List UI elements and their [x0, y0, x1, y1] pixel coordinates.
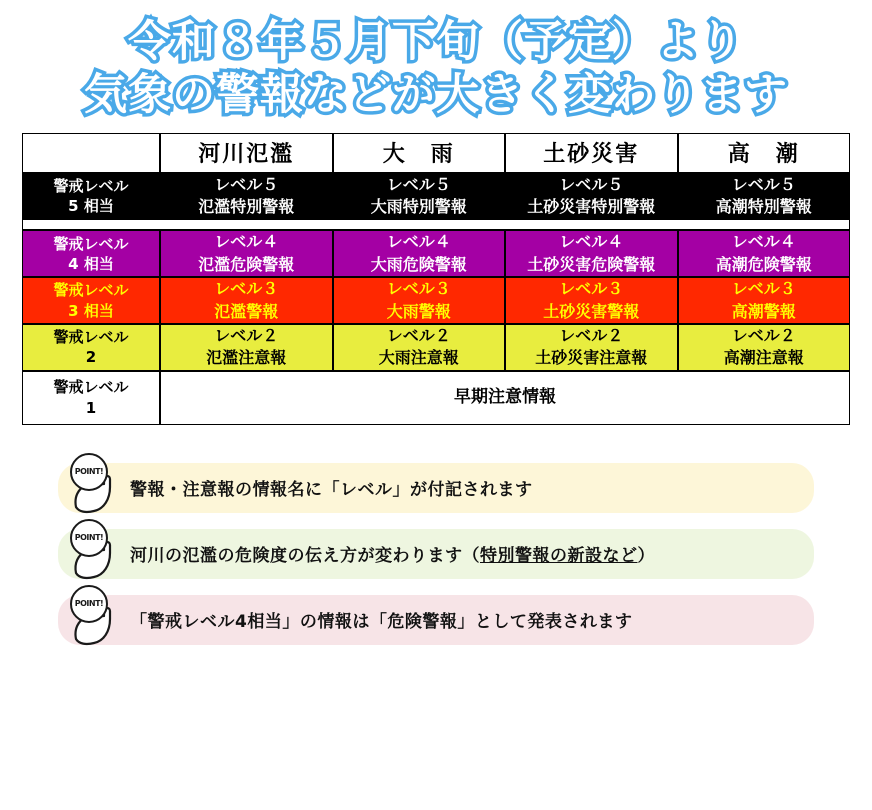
point-badge-3: POINT! — [70, 585, 108, 623]
title-line-1: 令和８年５月下旬（予定）より — [128, 17, 744, 67]
point-item-3 — [58, 595, 814, 645]
level-label-5 — [22, 173, 160, 220]
cell-level2-surge-l2: 高潮注意報 — [723, 348, 804, 368]
cell-level2-surge-l1: レベル２ — [731, 325, 796, 345]
cell-level3-rain — [333, 277, 506, 324]
cell-level2-river-l1: レベル２ — [214, 325, 279, 345]
level-label-3-line2: 3 相当 — [68, 301, 114, 320]
level-label-1-line1: 警戒レベル — [53, 378, 129, 397]
table-row-level4 — [22, 230, 850, 277]
header-cell-river: 河川氾濫 — [160, 133, 333, 173]
level-label-1 — [22, 371, 160, 425]
cell-level3-landslide-l2: 土砂災害警報 — [543, 301, 640, 321]
cell-level5-rain-l1: レベル５ — [386, 174, 451, 194]
cell-level2-river-l2: 氾濫注意報 — [206, 348, 287, 368]
cell-level5-surge — [678, 173, 851, 220]
point-item-1 — [58, 463, 814, 513]
table-row-level5 — [22, 173, 850, 220]
title-line-2: 気象の警報などが大きく変わります — [84, 70, 788, 121]
points-section — [58, 463, 814, 645]
cell-level4-rain-l2: 大雨危険警報 — [370, 254, 467, 274]
cell-level4-river-l1: レベル４ — [214, 232, 279, 252]
cell-level4-surge — [678, 230, 851, 277]
cell-level4-surge-l2: 高潮危険警報 — [715, 254, 812, 274]
table-gap-cell — [22, 219, 850, 230]
point-item-2 — [58, 529, 814, 579]
cell-level2-river — [160, 324, 333, 371]
level-label-3-line1: 警戒レベル — [53, 281, 129, 300]
cell-level5-landslide — [505, 173, 678, 220]
cell-level3-rain-l1: レベル３ — [386, 279, 451, 299]
cell-level4-river-l2: 氾濫危険警報 — [198, 254, 295, 274]
point-text-2-underline: 特別警報の新設など — [480, 546, 638, 567]
cell-level4-landslide-l1: レベル４ — [559, 232, 624, 252]
cell-level3-surge-l2: 高潮警報 — [731, 301, 796, 321]
level-label-2 — [22, 324, 160, 371]
level-label-2-line1: 警戒レベル — [53, 328, 129, 347]
pointing-hand-icon-1 — [66, 453, 128, 515]
point-text-1: 警報・注意報の情報名に「レベル」が付記されます — [130, 480, 533, 501]
level-label-5-line2: 5 相当 — [68, 197, 114, 216]
cell-level3-surge — [678, 277, 851, 324]
cell-level2-surge — [678, 324, 851, 371]
table-gap-row — [22, 219, 850, 230]
level-label-2-line2: 2 — [85, 348, 97, 367]
cell-level3-river-l1: レベル３ — [214, 279, 279, 299]
table-row-level1 — [22, 371, 850, 425]
cell-level5-landslide-l1: レベル５ — [559, 174, 624, 194]
point-text-2-after: ） — [637, 546, 655, 567]
cell-level4-landslide-l2: 土砂災害危険警報 — [527, 254, 656, 274]
cell-level2-landslide-l2: 土砂災害注意報 — [535, 348, 648, 368]
point-badge-2: POINT! — [70, 519, 108, 557]
level-label-4-line2: 4 相当 — [68, 254, 114, 273]
cell-level5-river — [160, 173, 333, 220]
header-cell-landslide: 土砂災害 — [505, 133, 678, 173]
cell-level3-surge-l1: レベル３ — [731, 279, 796, 299]
table-row-level3 — [22, 277, 850, 324]
page-title — [0, 0, 872, 123]
warning-level-table-wrap — [22, 133, 850, 425]
header-cell-blank — [22, 133, 160, 173]
pointing-hand-icon-3 — [66, 585, 128, 647]
table-header-row — [22, 133, 850, 173]
cell-level2-rain-l1: レベル２ — [386, 325, 451, 345]
cell-level3-river — [160, 277, 333, 324]
warning-level-table — [22, 133, 850, 425]
cell-level5-landslide-l2: 土砂災害特別警報 — [527, 197, 656, 217]
point-text-2 — [130, 541, 655, 566]
cell-level5-surge-l2: 高潮特別警報 — [715, 197, 812, 217]
cell-level4-surge-l1: レベル４ — [731, 232, 796, 252]
cell-level5-surge-l1: レベル５ — [731, 174, 796, 194]
level-label-5-line1: 警戒レベル — [53, 176, 129, 195]
cell-level3-river-l2: 氾濫警報 — [214, 301, 279, 321]
level-label-1-line2: 1 — [85, 398, 97, 417]
point-badge-1: POINT! — [70, 453, 108, 491]
cell-level1-early-warning: 早期注意情報 — [160, 371, 850, 425]
cell-level2-rain — [333, 324, 506, 371]
point-text-3: 「警戒レベル4相当」の情報は「危険警報」として発表されます — [130, 612, 633, 633]
level-label-4-line1: 警戒レベル — [53, 234, 129, 253]
cell-level4-river — [160, 230, 333, 277]
header-cell-storm-surge: 高 潮 — [678, 133, 851, 173]
level-label-4 — [22, 230, 160, 277]
header-cell-heavy-rain: 大 雨 — [333, 133, 506, 173]
table-row-level2 — [22, 324, 850, 371]
cell-level2-rain-l2: 大雨注意報 — [378, 348, 459, 368]
level-label-3 — [22, 277, 160, 324]
cell-level5-river-l1: レベル５ — [214, 174, 279, 194]
pointing-hand-icon-2 — [66, 519, 128, 581]
cell-level4-landslide — [505, 230, 678, 277]
cell-level2-landslide-l1: レベル２ — [559, 325, 624, 345]
cell-level2-landslide — [505, 324, 678, 371]
cell-level4-rain-l1: レベル４ — [386, 232, 451, 252]
cell-level3-rain-l2: 大雨警報 — [386, 301, 451, 321]
cell-level5-rain — [333, 173, 506, 220]
cell-level4-rain — [333, 230, 506, 277]
cell-level5-river-l2: 氾濫特別警報 — [198, 197, 295, 217]
cell-level5-rain-l2: 大雨特別警報 — [370, 197, 467, 217]
cell-level3-landslide-l1: レベル３ — [559, 279, 624, 299]
point-text-2-before: 河川の氾濫の危険度の伝え方が変わります（ — [130, 546, 480, 567]
cell-level3-landslide — [505, 277, 678, 324]
